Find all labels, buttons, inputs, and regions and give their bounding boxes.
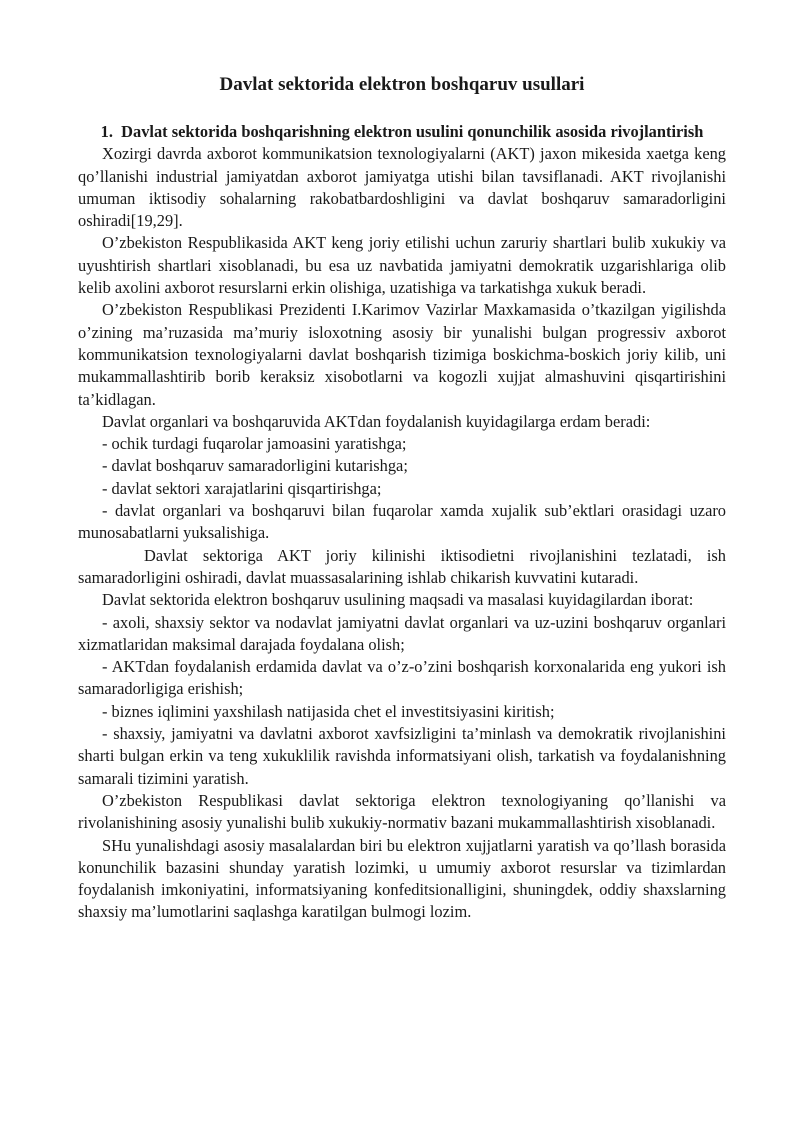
list-item: - AKTdan foydalanish erdamida davlat va o’z-o’zini boshqarish korxonalarida eng yukori ish samaradorligiga erishish; bbox=[78, 657, 726, 699]
section-heading bbox=[78, 121, 726, 143]
paragraph-4: Davlat organlari va boshqaruvida AKTdan foydalanish kuyidagilarga erdam beradi: bbox=[102, 411, 651, 431]
paragraph-1: Xozirgi davrda axborot kommunikatsion texnologiyalarni (AKT) jaxon mikesida xaetga keng qo’llanishi industrial jamiyatdan axborot jamiyatga utishi bilan tavsiflanadi. AKT rivojlanishi umuman iktisodiy sohalarning rakobatbardoshligini va davlat boshqaruv samaradorligini oshiradi[19,29]. bbox=[78, 144, 726, 231]
paragraph-8: SHu yunalishdagi asosiy masalalardan biri bu elektron xujjatlarni yaratish va qo’llash borasida konunchilik bazasini shunday yaratish lozimki, u umumiy axborot resurslar va tizimlardan foydalanish imkoniyatini, informatsiyaning konfeditsionalligini, shuningdek, oddiy shaxslarning shaxsiy ma’lumotlarini saqlashga karatilgan bulmogi lozim. bbox=[78, 835, 726, 922]
list-item: - davlat organlari va boshqaruvi bilan fuqarolar xamda xujalik sub’ektlari orasidagi uzaro munosabatlarni yuksalishiga. bbox=[78, 501, 726, 543]
list-item: - shaxsiy, jamiyatni va davlatni axborot xavfsizligini ta’minlash va demokratik rivojlanishini sharti bulgan erkin va teng xukuklilik ravishda informatsiyani olish, tarkatish va foydalanishning samarali tizimini yaratish. bbox=[78, 724, 726, 788]
paragraph-7: O’zbekiston Respublikasi davlat sektoriga elektron texnologiyaning qo’llanishi va rivolanishining asosiy yunalishi bulib xukukiy-normativ bazani mukammallashtirish xisoblanadi. bbox=[78, 790, 726, 833]
list-item: - davlat sektori xarajatlarini qisqartirishga; bbox=[102, 478, 382, 498]
paragraph-6: Davlat sektorida elektron boshqaruv usulining maqsadi va masalasi kuyidagilardan iborat: bbox=[102, 590, 694, 610]
list-item: - davlat boshqaruv samaradorligini kutarishga; bbox=[102, 456, 408, 476]
paragraph-2: O’zbekiston Respublikasida AKT keng joriy etilishi uchun zaruriy shartlari bulib xukukiy va uyushtirish shartlari xisoblanadi, bu esa uz navbatida jamiyatni demokratik uzgarishlariga olib kelib axolini axborot resurslarni erkin olishiga, uzatishiga va tarkatishga xukuk beradi. bbox=[78, 233, 726, 298]
paragraph-5: Davlat sektoriga AKT joriy kilinishi iktisodietni rivojlanishini tezlatadi, ish samaradorligini oshiradi, davlat muassasalarining ishlab chikarish kuvvatini kutaradi. bbox=[78, 545, 726, 587]
list-item: - axoli, shaxsiy sektor va nodavlat jamiyatni davlat organlari va uz-uzini boshqaruv organlari xizmatlaridan maksimal darajada foydalana olish; bbox=[78, 612, 726, 654]
paragraph-3: O’zbekiston Respublikasi Prezidenti I.Karimov Vazirlar Maxkamasida o’tkazilgan yigilishda o’zining ma’ruzasida ma’muriy isloxotning asosiy bir yunalishi bulgan progressiv axborot kommunikatsion texnologiyalarni davlat boshqarish tizimiga boskichma-boskich joriy kilib, uni mukammallashtirib borib keraksiz xisobotlarni va kogozli xujjat almashuvini qisqartirishini ta’kidlagan. bbox=[78, 300, 726, 409]
goals-list bbox=[78, 612, 726, 790]
section-title: Davlat sektorida boshqarishning elektron usulini qonunchilik asosida rivojlantirish bbox=[121, 122, 704, 141]
benefits-list bbox=[78, 433, 726, 544]
section-number: 1. bbox=[100, 122, 113, 141]
document-page bbox=[78, 72, 726, 924]
document-title: Davlat sektorida elektron boshqaruv usullari bbox=[219, 74, 585, 95]
list-item: - biznes iqlimini yaxshilash natijasida chet el investitsiyasini kiritish; bbox=[102, 701, 555, 721]
list-item: - ochik turdagi fuqarolar jamoasini yaratishga; bbox=[102, 434, 407, 454]
